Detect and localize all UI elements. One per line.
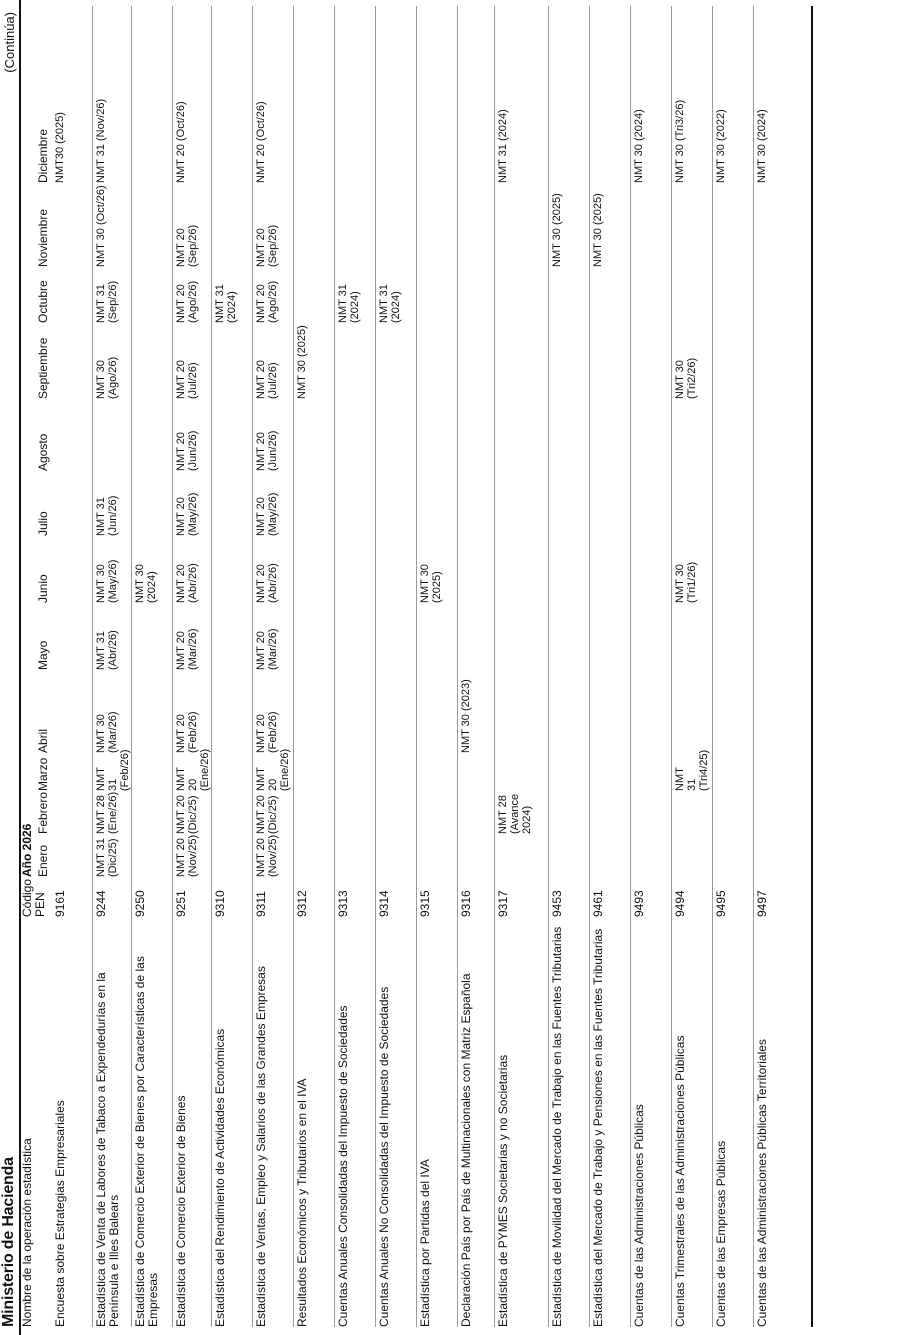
month-cell: NMT 20 (Mar/26) (252, 603, 293, 670)
month-cell: NMT 31 (2024) (494, 6, 548, 183)
month-cell (630, 603, 671, 670)
month-cell (52, 183, 92, 267)
month-cell (416, 323, 457, 399)
table-row (457, 6, 494, 1327)
month-cell (494, 834, 548, 877)
month-cell (671, 267, 712, 323)
month-cell (293, 753, 334, 791)
month-cell (753, 753, 794, 791)
month-cell (52, 399, 92, 471)
month-cell: NMT 20 (Dic/25) (252, 791, 293, 834)
month-cell: NMT 20 (Ene/26) (252, 753, 293, 791)
month-cell (131, 753, 172, 791)
page-title: Ministerio de Hacienda (0, 1157, 17, 1327)
month-cell (293, 834, 334, 877)
month-cell (753, 399, 794, 471)
pen-code: 9495 (712, 877, 753, 917)
month-cell (293, 6, 334, 183)
month-cell: NMT30 (2025) (54, 112, 66, 183)
month-cell (334, 791, 375, 834)
month-cell (712, 670, 753, 753)
month-cell: NMT 30 (Tri3/26) (671, 6, 712, 183)
month-cell (589, 471, 630, 536)
month-cell: NMT 20 (Abr/26) (252, 536, 293, 603)
month-cell (712, 399, 753, 471)
month-cell (589, 536, 630, 603)
month-cell (589, 6, 630, 183)
month-cell (131, 791, 172, 834)
month-cell (375, 603, 416, 670)
month-cell (131, 603, 172, 670)
table-row (52, 6, 92, 1327)
table-row (712, 6, 753, 1327)
month-cell: NMT 31 (Tri4/25) (671, 753, 712, 791)
month-cell (416, 471, 457, 536)
month-cell: NMT 20 (May/26) (172, 471, 211, 536)
month-cell: NMT 30 (2023) (457, 670, 494, 753)
month-cell (131, 323, 172, 399)
pen-code: 9497 (753, 877, 794, 917)
month-cell (375, 536, 416, 603)
month-cell: NMT 20 (Nov/25) (252, 834, 293, 877)
month-cell (671, 399, 712, 471)
month-cell (548, 6, 589, 183)
month-cell (375, 753, 416, 791)
month-cell (548, 791, 589, 834)
month-cell (211, 834, 252, 877)
month-cell (457, 6, 494, 183)
pen-code: 9312 (293, 877, 334, 917)
month-cell (630, 536, 671, 603)
pen-code: 9314 (375, 877, 416, 917)
month-cell: NMT 20 (Sep/26) (172, 183, 211, 267)
month-cell: NMT 30 (2025) (416, 536, 457, 603)
pen-code: 9315 (416, 877, 457, 917)
month-cell: NMT 20 (Oct/26) (252, 6, 293, 183)
month-cell: NMT 30 (Tri2/26) (671, 323, 712, 399)
month-cell (753, 834, 794, 877)
month-cell (548, 834, 589, 877)
col-header-code: Código PEN (20, 878, 47, 917)
month-cell (457, 183, 494, 267)
month-cell: NMT 20 (Sep/26) (252, 183, 293, 267)
month-cell (494, 536, 548, 603)
month-cell (416, 267, 457, 323)
month-cell: NMT 20 (Jun/26) (252, 399, 293, 471)
table-row (630, 6, 671, 1327)
month-cell (375, 183, 416, 267)
month-cell (753, 791, 794, 834)
pen-code: 9244 (92, 877, 131, 917)
month-cell (92, 399, 131, 471)
month-header: Febrero (36, 791, 50, 834)
month-cell (334, 471, 375, 536)
month-cell (753, 183, 794, 267)
month-cell: NMT 30 (Tri1/26) (671, 536, 712, 603)
month-cell (52, 753, 92, 791)
operation-name: Estadística de Comercio Exterior de Bienes (172, 917, 211, 1327)
month-cell (293, 603, 334, 670)
table-row (753, 6, 794, 1327)
month-cell (753, 603, 794, 670)
month-cell (548, 399, 589, 471)
month-cell (712, 834, 753, 877)
month-cell (457, 471, 494, 536)
month-cell: NMT 20 (Jul/26) (172, 323, 211, 399)
month-cell: NMT 30 (2025) (548, 183, 589, 267)
month-cell (671, 183, 712, 267)
month-header: Agosto (36, 433, 50, 471)
month-cell (416, 603, 457, 670)
month-cell (589, 791, 630, 834)
month-cell (494, 323, 548, 399)
pen-code: 9494 (671, 877, 712, 917)
month-cell (671, 791, 712, 834)
month-cell (52, 834, 92, 877)
month-header: Septiembre (36, 337, 50, 399)
month-cell (211, 753, 252, 791)
month-cell (457, 753, 494, 791)
month-cell (131, 6, 172, 183)
operation-name: Estadística de Ventas, Empleo y Salarios de las Grandes Empresas (252, 917, 293, 1327)
month-cell (375, 791, 416, 834)
month-cell (494, 753, 548, 791)
month-cell (712, 267, 753, 323)
month-cell (457, 834, 494, 877)
month-cell: NMT 30 (Oct/26) (92, 183, 131, 267)
month-cell (211, 471, 252, 536)
month-cell: NMT 20 (Ago/26) (172, 267, 211, 323)
month-cell (293, 267, 334, 323)
month-cell: NMT 20 (Jun/26) (172, 399, 211, 471)
month-cell: NMT 20 (Feb/26) (172, 670, 211, 753)
month-cell (712, 536, 753, 603)
month-cell (375, 323, 416, 399)
month-cell (334, 399, 375, 471)
month-cell (375, 471, 416, 536)
month-cell (548, 471, 589, 536)
month-cell (131, 183, 172, 267)
month-cell (494, 267, 548, 323)
month-cell (548, 753, 589, 791)
month-cell: NMT 31 (Jun/26) (92, 471, 131, 536)
month-cell (671, 471, 712, 536)
month-cell (334, 6, 375, 183)
month-cell (457, 323, 494, 399)
month-cell: NMT 20 (Ago/26) (252, 267, 293, 323)
operation-name: Cuentas de las Administraciones Públicas Territoriales (753, 917, 794, 1327)
month-cell (548, 267, 589, 323)
month-cell (131, 267, 172, 323)
month-cell: NMT 20 (Ene/26) (172, 753, 211, 791)
month-cell (293, 670, 334, 753)
operation-name: Estadística de Venta de Labores de Tabaco a Expendedurías en la Península e Illes Balears (92, 917, 131, 1327)
pen-code: 9310 (211, 877, 252, 917)
month-cell (494, 670, 548, 753)
month-cell (52, 670, 92, 753)
operation-name: Estadística de PYMES Societarias y no Societarias (494, 917, 548, 1327)
table-row (334, 6, 375, 1327)
operation-name: Cuentas de las Administraciones Públicas (630, 917, 671, 1327)
table-row (92, 6, 131, 1327)
month-cell: NMT 20 (May/26) (252, 471, 293, 536)
month-cell: NMT 30 (2024) (131, 536, 172, 603)
operation-name: Cuentas Anuales No Consolidadas del Impuesto de Sociedades (375, 917, 416, 1327)
month-cell (753, 323, 794, 399)
operation-name: Estadística por Partidas del IVA (416, 917, 457, 1327)
pen-code: 9313 (334, 877, 375, 917)
month-cell (334, 834, 375, 877)
month-cell (494, 183, 548, 267)
month-cell: NMT 28 (Ene/26) (92, 791, 131, 834)
month-cell (211, 399, 252, 471)
month-cell (375, 670, 416, 753)
month-cell: NMT 31 (Nov/26) (92, 6, 131, 183)
month-cell (589, 399, 630, 471)
month-cell (293, 399, 334, 471)
pen-code: 9461 (589, 877, 630, 917)
month-cell (416, 791, 457, 834)
month-cell (457, 399, 494, 471)
month-cell (211, 536, 252, 603)
month-cell: NMT 30 (Mar/26) (92, 670, 131, 753)
pen-code: 9316 (457, 877, 494, 917)
month-cell (712, 791, 753, 834)
month-cell (334, 183, 375, 267)
month-header: Diciembre (36, 128, 50, 183)
month-cell (712, 753, 753, 791)
month-cell (334, 323, 375, 399)
month-cell (416, 399, 457, 471)
month-cell: NMT 20 (Feb/26) (252, 670, 293, 753)
month-cell: NMT 31 (2024) (211, 267, 252, 323)
month-cell (548, 323, 589, 399)
month-cell (334, 536, 375, 603)
operation-name: Estadística de Movilidad del Mercado de Trabajo en las Fuentes Tributarias (548, 917, 589, 1327)
month-cell (211, 323, 252, 399)
month-cell (52, 323, 92, 399)
month-cell (416, 6, 457, 183)
month-cell (131, 834, 172, 877)
month-cell (630, 183, 671, 267)
pen-code: 9317 (494, 877, 548, 917)
month-cell (630, 791, 671, 834)
month-cell (753, 471, 794, 536)
month-cell (293, 471, 334, 536)
month-cell (630, 399, 671, 471)
table-row (293, 6, 334, 1327)
month-cell (52, 536, 92, 603)
col-header-year: Año 2026 (20, 823, 34, 877)
month-cell (494, 471, 548, 536)
table-row (494, 6, 548, 1327)
table-row (548, 6, 589, 1327)
pen-code: 9251 (172, 877, 211, 917)
calendar-table (21, 6, 794, 1327)
month-header: Noviembre (36, 208, 50, 267)
month-cell (753, 670, 794, 753)
month-header: Junio (36, 574, 50, 603)
month-cell (753, 267, 794, 323)
month-cell (589, 753, 630, 791)
month-cell (52, 791, 92, 834)
month-cell (630, 323, 671, 399)
month-cell: NMT 20 (Jul/26) (252, 323, 293, 399)
month-cell (589, 670, 630, 753)
operation-name: Declaración País por País de Multinacionales con Matriz Española (457, 917, 494, 1327)
month-cell (416, 670, 457, 753)
month-cell (494, 399, 548, 471)
month-cell (630, 753, 671, 791)
month-cell (494, 603, 548, 670)
operation-name: Cuentas Anuales Consolidadas del Impuesto de Sociedades (334, 917, 375, 1327)
month-cell (457, 791, 494, 834)
month-cell: NMT 31 (Feb/26) (92, 753, 131, 791)
month-cell (548, 670, 589, 753)
table-row (375, 6, 416, 1327)
bottom-rule (811, 6, 813, 1327)
col-header-name: Nombre de la operación estadística (20, 1138, 34, 1327)
month-cell (589, 834, 630, 877)
continua-label: (Continúa) (2, 12, 17, 73)
month-cell: NMT 30 (2025) (589, 183, 630, 267)
operation-name: Estadística de Comercio Exterior de Bienes por Características de las Empresas (131, 917, 172, 1327)
pen-code: 9250 (131, 877, 172, 917)
month-header: Julio (36, 511, 50, 536)
month-cell (416, 834, 457, 877)
month-cell (375, 6, 416, 183)
table-row (211, 6, 252, 1327)
pen-code: 9453 (548, 877, 589, 917)
month-cell (293, 791, 334, 834)
month-cell (211, 791, 252, 834)
month-cell (753, 536, 794, 603)
month-cell (416, 753, 457, 791)
month-cell: NMT 28 (Avance 2024) (494, 791, 548, 834)
month-header: Octubre (36, 280, 50, 323)
month-cell (211, 183, 252, 267)
operation-name: Resultados Económicos y Tributarios en el IVA (293, 917, 334, 1327)
month-header: Enero (36, 844, 50, 877)
month-cell (211, 603, 252, 670)
month-cell (630, 834, 671, 877)
month-cell: NMT 30 (2024) (630, 6, 671, 183)
month-cell: NMT 31 (Dic/25) (92, 834, 131, 877)
month-cell: NMT 30 (2022) (712, 6, 753, 183)
pen-code: 9311 (252, 877, 293, 917)
month-cell (334, 753, 375, 791)
month-cell (712, 471, 753, 536)
operation-name: Estadística del Mercado de Trabajo y Pensiones en las Fuentes Tributarias (589, 917, 630, 1327)
month-cell (712, 603, 753, 670)
month-cell (211, 670, 252, 753)
month-cell (375, 399, 416, 471)
month-cell (589, 603, 630, 670)
pen-code: 9493 (630, 877, 671, 917)
table-row (172, 6, 211, 1327)
month-cell: NMT 30 (Ago/26) (92, 323, 131, 399)
operation-name: Encuesta sobre Estrategias Empresariales (53, 1100, 67, 1327)
month-header: Abril (36, 728, 50, 753)
month-cell (671, 834, 712, 877)
month-cell (457, 267, 494, 323)
month-cell (630, 267, 671, 323)
operation-name: Cuentas Trimestrales de las Administraciones Públicas (671, 917, 712, 1327)
month-cell (548, 603, 589, 670)
month-cell (52, 267, 92, 323)
table-row (589, 6, 630, 1327)
month-cell (712, 183, 753, 267)
table-row (131, 6, 172, 1327)
month-cell (671, 670, 712, 753)
month-cell (211, 6, 252, 183)
month-cell (334, 603, 375, 670)
month-cell (457, 536, 494, 603)
month-cell (131, 471, 172, 536)
month-cell (548, 536, 589, 603)
month-cell: NMT 31 (Sep/26) (92, 267, 131, 323)
month-cell: NMT 31 (Abr/26) (92, 603, 131, 670)
month-cell (293, 183, 334, 267)
month-cell: NMT 20 (Nov/25) (172, 834, 211, 877)
table-row (671, 6, 712, 1327)
month-cell (131, 399, 172, 471)
month-cell: NMT 30 (2025) (293, 323, 334, 399)
month-cell (52, 471, 92, 536)
operation-name: Cuentas de las Empresas Públicas (712, 917, 753, 1327)
month-header: Marzo (36, 757, 50, 791)
month-cell (334, 670, 375, 753)
operation-name: Estadística del Rendimiento de Actividades Económicas (211, 917, 252, 1327)
pen-code: 9161 (53, 890, 67, 917)
month-cell (630, 471, 671, 536)
table-header (21, 6, 52, 1327)
table-body (52, 6, 794, 1327)
month-cell (457, 603, 494, 670)
month-cell (416, 183, 457, 267)
month-cell (671, 603, 712, 670)
month-cell (589, 267, 630, 323)
month-header: Mayo (36, 640, 50, 670)
month-cell (630, 670, 671, 753)
month-cell (293, 536, 334, 603)
month-cell: NMT 31 (2024) (334, 267, 375, 323)
month-cell: NMT 20 (Oct/26) (172, 6, 211, 183)
table-row (252, 6, 293, 1327)
month-cell (52, 603, 92, 670)
month-cell (589, 323, 630, 399)
month-cell: NMT 20 (Abr/26) (172, 536, 211, 603)
table-row (416, 6, 457, 1327)
month-cell: NMT 20 (Dic/25) (172, 791, 211, 834)
month-cell: NMT 30 (May/26) (92, 536, 131, 603)
month-cell (712, 323, 753, 399)
month-cell: NMT 20 (Mar/26) (172, 603, 211, 670)
month-cell (131, 670, 172, 753)
month-cell: NMT 30 (2024) (753, 6, 794, 183)
month-cell (375, 834, 416, 877)
month-cell: NMT 31 (2024) (375, 267, 416, 323)
